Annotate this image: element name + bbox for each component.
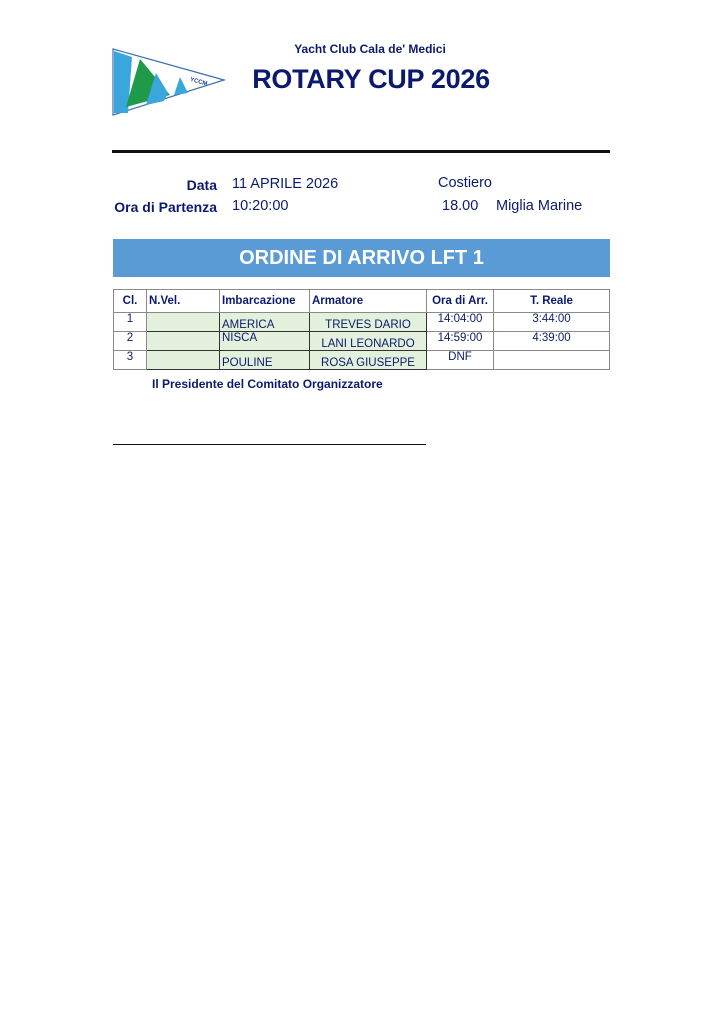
table-row [114, 332, 610, 351]
cell-boat: POULINE [220, 351, 310, 370]
cell-real-time: 3:44:00 [494, 313, 610, 332]
cell-real-time: 4:39:00 [494, 332, 610, 351]
section-banner: ORDINE DI ARRIVO LFT 1 [113, 239, 610, 277]
distance-unit: Miglia Marine [496, 198, 583, 214]
table-row [114, 351, 610, 370]
cell-owner: ROSA GIUSEPPE [310, 351, 427, 370]
cell-owner: LANI LEONARDO [310, 332, 427, 351]
cell-sail-number [147, 332, 220, 351]
header-arrival-time: Ora di Arr. [427, 290, 494, 313]
header-boat: Imbarcazione [220, 290, 310, 313]
cell-sail-number [147, 313, 220, 332]
cell-boat: NISCA [220, 332, 310, 351]
header-real-time: T. Reale [494, 290, 610, 313]
cell-arrival-time: 14:59:00 [427, 332, 494, 351]
club-name: Yacht Club Cala de' Medici [294, 42, 446, 56]
course-type: Costiero [438, 175, 492, 191]
cell-boat: AMERICA [220, 313, 310, 332]
date-label: Data [186, 177, 217, 193]
cell-rank: 3 [114, 351, 147, 370]
distance-value: 18.00 [442, 198, 479, 214]
signature-line [113, 444, 426, 445]
table-header-row [114, 290, 610, 313]
cell-sail-number [147, 351, 220, 370]
cell-arrival-time: DNF [427, 351, 494, 370]
logo-text: YCCM [189, 76, 208, 88]
start-time-label: Ora di Partenza [114, 199, 217, 215]
results-table [113, 289, 610, 370]
header-divider [112, 150, 610, 153]
header-sail-number: N.Vel. [147, 290, 220, 313]
cell-real-time [494, 351, 610, 370]
event-title: ROTARY CUP 2026 [252, 64, 490, 94]
table-row [114, 313, 610, 332]
date-value: 11 APRILE 2026 [232, 176, 339, 192]
yccm-logo [112, 47, 226, 117]
start-time-value: 10:20:00 [232, 198, 289, 214]
cell-rank: 2 [114, 332, 147, 351]
cell-owner: TREVES DARIO [310, 313, 427, 332]
cell-arrival-time: 14:04:00 [427, 313, 494, 332]
cell-rank: 1 [114, 313, 147, 332]
signature-caption: Il Presidente del Comitato Organizzatore [152, 377, 383, 391]
header-rank: Cl. [114, 290, 147, 313]
header-owner: Armatore [310, 290, 427, 313]
